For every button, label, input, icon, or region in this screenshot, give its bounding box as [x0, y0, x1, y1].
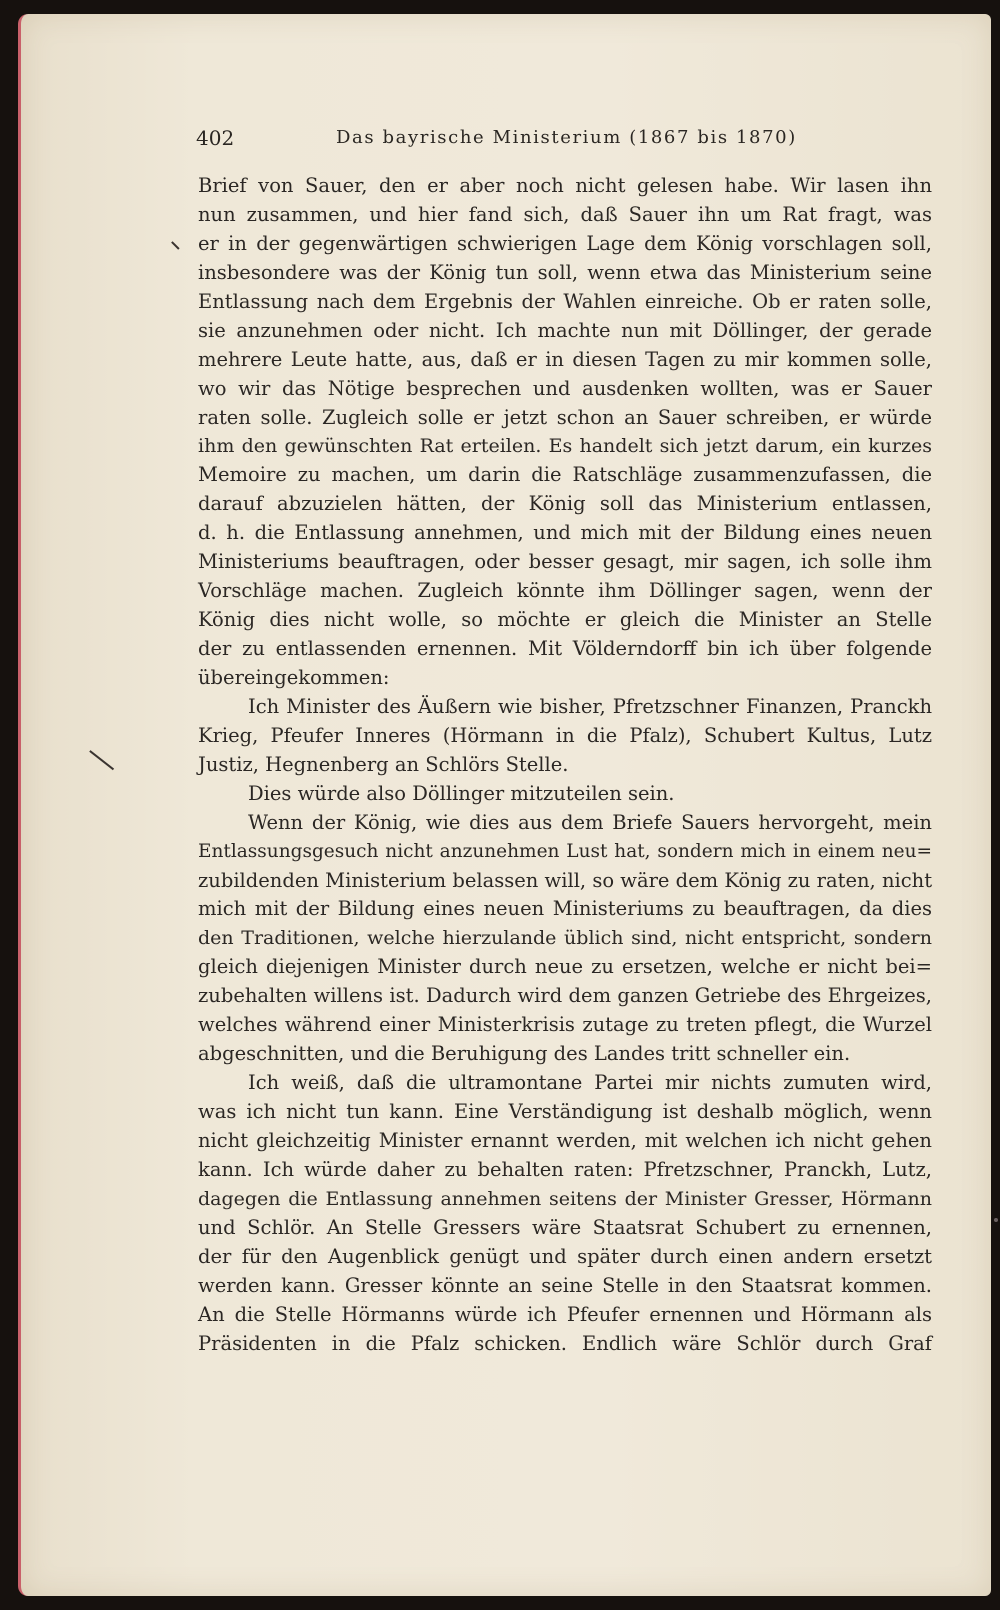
text-line: Dies würde also Döllinger mitzuteilen sein. [248, 781, 675, 805]
text-line: Vorschläge machen. Zugleich könnte ihm Döllinger sagen, wenn der [198, 579, 932, 603]
text-line: Entlassungsgesuch nicht anzunehmen Lust hat, sondern mich in einem neu= [198, 840, 932, 862]
text-line: welches während einer Ministerkrisis zutage zu treten pflegt, die Wurzel [198, 1013, 932, 1037]
text-line: er in der gegenwärtigen schwierigen Lage dem König vorschlagen soll, [198, 231, 932, 255]
text-line: nun zusammen, und hier fand sich, daß Sauer ihn um Rat fragt, was [198, 202, 932, 226]
text-line: abgeschnitten, und die Beruhigung des Landes tritt schneller ein. [198, 1042, 851, 1066]
text-line: zubildenden Ministerium belassen will, so wäre dem König zu raten, nicht [198, 868, 933, 892]
text-line: d. h. die Entlassung annehmen, und mich mit der Bildung eines neuen [198, 521, 932, 545]
page-header [196, 124, 931, 154]
margin-speck [994, 1218, 998, 1222]
text-line: Krieg, Pfeufer Inneres (Hörmann in die Pfalz), Schubert Kultus, Lutz [198, 723, 932, 747]
text-line: Ministeriums beauftragen, oder besser gesagt, mir sagen, ich solle ihm [198, 550, 932, 574]
text-line: nicht gleichzeitig Minister ernannt werden, mit welchen ich nicht gehen [198, 1128, 932, 1152]
text-line: den Traditionen, welche hierzulande üblich sind, nicht entspricht, sondern [198, 927, 932, 950]
body-text [198, 172, 932, 1358]
page-number: 402 [196, 126, 235, 150]
text-line: sie anzunehmen oder nicht. Ich machte nun mit Döllinger, der gerade [198, 318, 932, 342]
text-line: raten solle. Zugleich solle er jetzt schon an Sauer schreiben, er würde [198, 405, 932, 429]
text-line: insbesondere was der König tun soll, wenn etwa das Ministerium seine [198, 260, 932, 284]
text-line: der zu entlassenden ernennen. Mit Völderndorff bin ich über folgende [198, 637, 932, 660]
text-line: zubehalten willens ist. Dadurch wird dem ganzen Getriebe des Ehrgeizes, [198, 984, 932, 1008]
text-line: Ich weiß, daß die ultramontane Partei mir nichts zumuten wird, [248, 1071, 932, 1095]
text-line: mehrere Leute hatte, aus, daß er in diesen Tagen zu mir kommen solle, [198, 347, 932, 371]
text-line: dagegen die Entlassung annehmen seitens der Minister Gresser, Hörmann [198, 1187, 932, 1210]
text-line: Entlassung nach dem Ergebnis der Wahlen einreiche. Ob er raten solle, [198, 289, 932, 313]
text-line: gleich diejenigen Minister durch neue zu ersetzen, welche er nicht bei= [198, 955, 932, 979]
text-line: der für den Augenblick genügt und später durch einen andern ersetzt [198, 1244, 932, 1268]
text-line: und Schlör. An Stelle Gressers wäre Staatsrat Schubert zu ernennen, [198, 1215, 932, 1239]
text-line: kann. Ich würde daher zu behalten raten: Pfretzschner, Pranckh, Lutz, [198, 1157, 932, 1181]
text-line: mich mit der Bildung eines neuen Ministeriums zu beauftragen, da dies [198, 897, 932, 921]
text-line: Brief von Sauer, den er aber noch nicht gelesen habe. Wir lasen ihn [198, 174, 932, 197]
text-line: darauf abzuzielen hätten, der König soll das Ministerium entlassen, [198, 492, 932, 516]
text-line: übereingekommen: [198, 665, 390, 689]
text-line: ihm den gewünschten Rat erteilen. Es handelt sich jetzt darum, ein kurzes [198, 435, 932, 458]
text-line: Wenn der König, wie dies aus dem Briefe Sauers hervorgeht, mein [248, 810, 932, 834]
text-line: Ich Minister des Äußern wie bisher, Pfretzschner Finanzen, Pranckh [248, 694, 932, 718]
text-line: Memoire zu machen, um darin die Ratschläge zusammenzufassen, die [198, 463, 932, 487]
text-line: An die Stelle Hörmanns würde ich Pfeufer ernennen und Hörmann als [198, 1302, 932, 1326]
text-line: Präsidenten in die Pfalz schicken. Endlich wäre Schlör durch Graf [198, 1331, 932, 1355]
text-line: Justiz, Hegnenberg an Schlörs Stelle. [198, 752, 569, 776]
text-line: was ich nicht tun kann. Eine Verständigung ist deshalb möglich, wenn [198, 1100, 932, 1123]
text-line: wo wir das Nötige besprechen und ausdenken wollten, was er Sauer [198, 376, 932, 400]
running-head: Das bayrische Ministerium (1867 bis 1870) [336, 127, 797, 148]
text-line: werden kann. Gresser könnte an seine Stelle in den Staatsrat kommen. [198, 1273, 932, 1297]
text-line: König dies nicht wolle, so möchte er gleich die Minister an Stelle [198, 608, 932, 632]
